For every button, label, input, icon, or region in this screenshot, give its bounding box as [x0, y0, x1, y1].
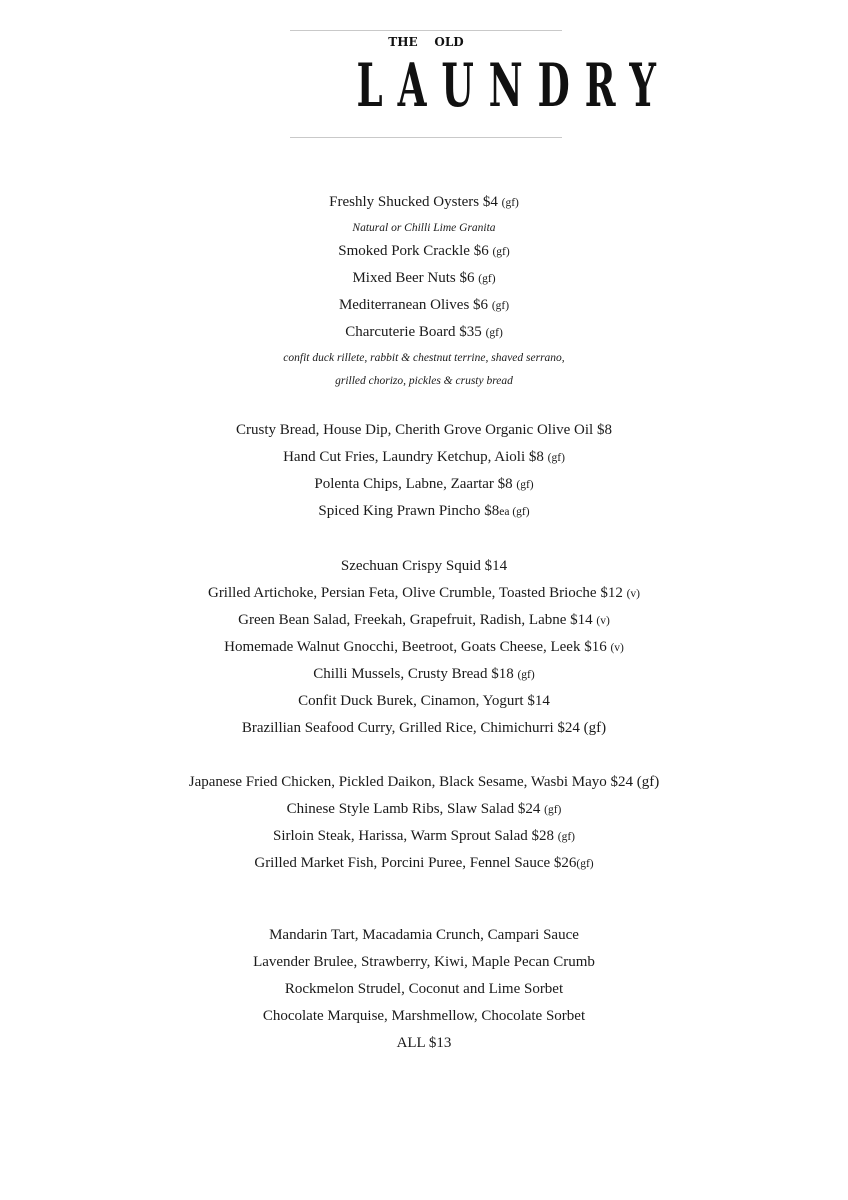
gf-tag: (gf)	[478, 273, 496, 285]
menu-item-fries: Hand Cut Fries, Laundry Ketchup, Aioli $8 (gf)	[283, 449, 565, 465]
gf-tag: (gf)	[547, 452, 565, 464]
menu-item-market-fish: Grilled Market Fish, Porcini Puree, Fennel Sauce $26(gf)	[254, 855, 594, 871]
menu-item-polenta-chips: Polenta Chips, Labne, Zaartar $8 (gf)	[314, 476, 534, 492]
menu-item-duck-burek: Confit Duck Burek, Cinamon, Yogurt $14	[298, 693, 550, 709]
menu-item-fried-chicken: Japanese Fried Chicken, Pickled Daikon, Black Sesame, Wasbi Mayo $24 (gf)	[188, 774, 660, 790]
gf-tag: (gf)	[492, 246, 510, 258]
menu-item-sirloin-steak: Sirloin Steak, Harissa, Warm Sprout Salad $28 (gf)	[273, 828, 575, 844]
v-tag: (v)	[596, 615, 610, 627]
menu-item-pork-crackle: Smoked Pork Crackle $6 (gf)	[338, 243, 510, 259]
menu-item-squid: Szechuan Crispy Squid $14	[340, 558, 508, 574]
gf-tag: (gf)	[485, 327, 503, 339]
menu-item-crusty-bread: Crusty Bread, House Dip, Cherith Grove Organic Olive Oil $8	[236, 422, 612, 438]
v-tag: (v)	[626, 588, 640, 600]
menu-item-gnocchi: Homemade Walnut Gnocchi, Beetroot, Goats Cheese, Leek $16 (v)	[224, 639, 624, 655]
menu-item-lamb-ribs: Chinese Style Lamb Ribs, Slaw Salad $24 (gf)	[286, 801, 562, 817]
menu-item-beer-nuts: Mixed Beer Nuts $6 (gf)	[352, 270, 496, 286]
logo-top-rule	[290, 30, 562, 31]
logo	[290, 29, 671, 139]
logo-bottom-rule	[290, 137, 562, 138]
menu-item-mandarin-tart: Mandarin Tart, Macadamia Crunch, Campari Sauce	[269, 927, 579, 943]
v-tag: (v)	[610, 642, 624, 654]
menu-item-seafood-curry: Brazillian Seafood Curry, Grilled Rice, Chimichurri $24 (gf)	[241, 720, 607, 736]
gf-tag: (gf)	[516, 479, 534, 491]
menu-item-oysters: Freshly Shucked Oysters $4 (gf)	[329, 194, 519, 210]
menu-item-description: grilled chorizo, pickles & crusty bread	[335, 375, 513, 387]
logo-big-text: LAUNDRY	[356, 51, 671, 121]
menu-item-lavender-brulee: Lavender Brulee, Strawberry, Kiwi, Maple Pecan Crumb	[253, 954, 595, 970]
gf-tag: ea (gf)	[499, 506, 530, 518]
menu-item-prawn-pincho: Spiced King Prawn Pincho $8ea (gf)	[318, 503, 530, 519]
menu-item-description: confit duck rillete, rabbit & chestnut terrine, shaved serrano,	[283, 352, 565, 364]
menu-item-charcuterie: Charcuterie Board $35 (gf)	[345, 324, 503, 340]
menu-item-olives: Mediterranean Olives $6 (gf)	[338, 297, 510, 313]
menu-item-description: Natural or Chilli Lime Granita	[352, 222, 496, 234]
menu-item-rockmelon-strudel: Rockmelon Strudel, Coconut and Lime Sorbet	[284, 981, 564, 997]
menu-item-mussels: Chilli Mussels, Crusty Bread $18 (gf)	[313, 666, 535, 682]
logo-small-text: THE OLD	[388, 35, 464, 49]
dessert-price: ALL $13	[396, 1035, 452, 1051]
menu-item-artichoke: Grilled Artichoke, Persian Feta, Olive Crumble, Toasted Brioche $12 (v)	[207, 585, 640, 601]
gf-tag: (gf)	[491, 300, 510, 312]
gf-tag: (gf)	[517, 669, 535, 681]
menu-item-green-bean-salad: Green Bean Salad, Freekah, Grapefruit, Radish, Labne $14 (v)	[238, 612, 610, 628]
gf-tag: (gf)	[557, 831, 575, 843]
menu-item-chocolate-marquise: Chocolate Marquise, Marshmellow, Chocolate Sorbet	[262, 1008, 586, 1024]
gf-tag: (gf)	[576, 858, 594, 870]
gf-tag: (gf)	[544, 804, 562, 816]
gf-tag: (gf)	[501, 197, 519, 209]
